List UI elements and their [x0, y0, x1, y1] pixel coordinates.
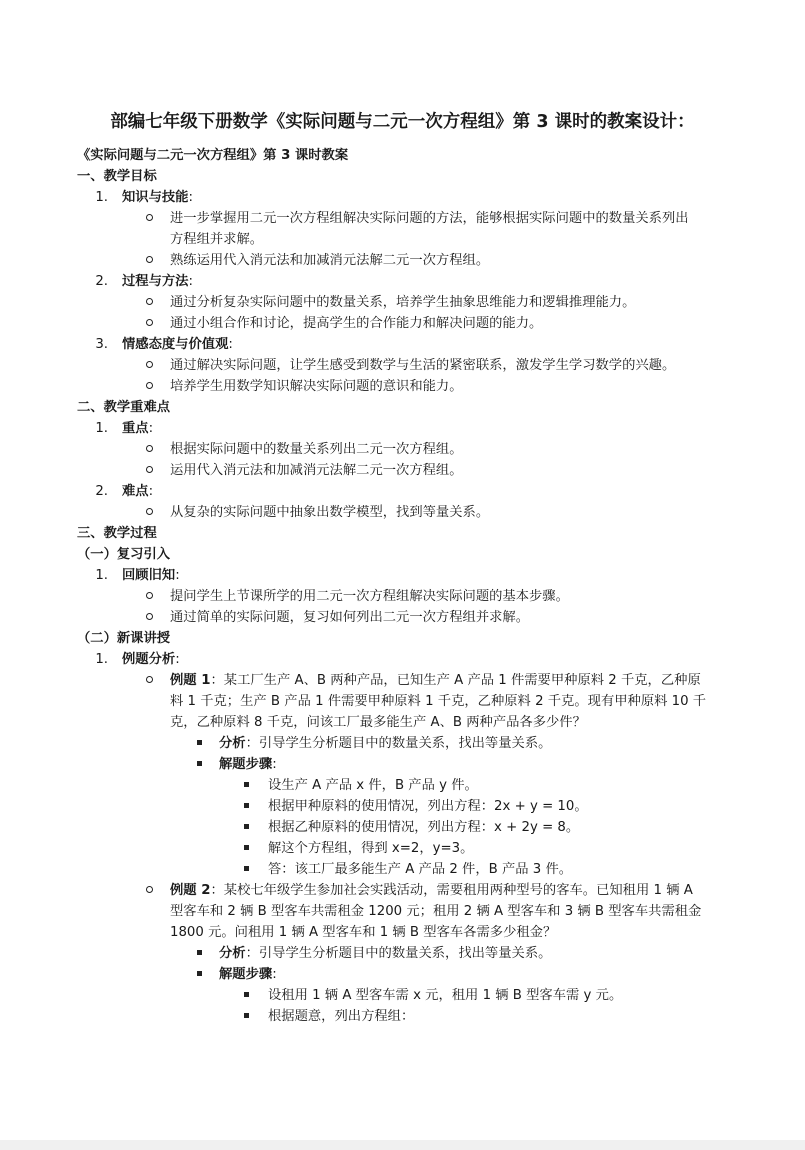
circle-bullet-icon — [146, 466, 153, 473]
list-item: 通过解决实际问题，让学生感受到数学与生活的紧密联系，激发学生学习数学的兴趣。 — [170, 358, 676, 373]
step-item: 设租用 1 辆 A 型客车需 x 元，租用 1 辆 B 型客车需 y 元。 — [268, 988, 623, 1003]
example-2-text-continued: 1800 元。问租用 1 辆 A 型客车和 1 辆 B 型客车各需多少租金？ — [170, 925, 557, 940]
list-number: 1. — [95, 652, 108, 667]
circle-bullet-icon — [146, 298, 153, 305]
example-2-text-continued: 型客车和 2 辆 B 型客车共需租金 1200 元；租用 2 辆 A 型客车和 3 辆 B 型客车共需租金 — [170, 904, 702, 919]
list-number: 1. — [95, 190, 108, 205]
example-2-text: 例题 2：某校七年级学生参加社会实践活动，需要租用两种型号的客车。已知租用 1 辆 A — [170, 883, 693, 898]
circle-bullet-icon — [146, 676, 153, 683]
list-number: 1. — [95, 568, 108, 583]
circle-bullet-icon — [146, 613, 153, 620]
example-1-text-continued: 克，乙种原料 8 千克，问该工厂最多能生产 A、B 两种产品各多少件？ — [170, 715, 586, 730]
list-item: 熟练运用代入消元法和加减消元法解二元一次方程组。 — [170, 253, 490, 268]
step-item: 根据甲种原料的使用情况，列出方程：2x + y = 10。 — [268, 799, 588, 814]
subheading-key: 重点: — [122, 421, 154, 436]
circle-bullet-icon — [146, 592, 153, 599]
example-1-text: 例题 1：某工厂生产 A、B 两种产品，已知生产 A 产品 1 件需要甲种原料 2 千克，乙种原 — [170, 673, 701, 688]
subheading-review: 回顾旧知: — [122, 568, 180, 583]
subheading-attitude: 情感态度与价值观: — [122, 337, 233, 352]
step-item: 根据题意，列出方程组： — [268, 1009, 415, 1024]
subheading-knowledge: 知识与技能: — [122, 190, 193, 205]
example-2-steps-heading: 解题步骤: — [219, 967, 277, 982]
list-number: 1. — [95, 421, 108, 436]
section-heading-process: 三、教学过程 — [77, 526, 157, 541]
section-heading-objectives: 一、教学目标 — [77, 169, 157, 184]
step-item: 答：该工厂最多能生产 A 产品 2 件，B 产品 3 件。 — [268, 862, 573, 877]
subheading-examples: 例题分析: — [122, 652, 180, 667]
list-item: 从复杂的实际问题中抽象出数学模型，找到等量关系。 — [170, 505, 490, 520]
section-heading-key-points: 二、教学重难点 — [77, 400, 171, 415]
list-item: 根据实际问题中的数量关系列出二元一次方程组。 — [170, 442, 463, 457]
example-1-text-continued: 料 1 千克；生产 B 产品 1 件需要甲种原料 1 千克，乙种原料 2 千克。现有甲种原料 10 千 — [170, 694, 707, 709]
list-item: 提问学生上节课所学的用二元一次方程组解决实际问题的基本步骤。 — [170, 589, 569, 604]
square-bullet-icon — [244, 782, 249, 787]
circle-bullet-icon — [146, 361, 153, 368]
lesson-subtitle: 《实际问题与二元一次方程组》第 3 课时教案 — [77, 148, 349, 163]
circle-bullet-icon — [146, 214, 153, 221]
square-bullet-icon — [244, 845, 249, 850]
list-number: 2. — [95, 484, 108, 499]
square-bullet-icon — [244, 866, 249, 871]
subsection-heading-review: （一）复习引入 — [77, 547, 171, 562]
document-title: 部编七年级下册数学《实际问题与二元一次方程组》第 3 课时的教案设计： — [110, 112, 695, 132]
subheading-difficulty: 难点: — [122, 484, 154, 499]
list-item-continued: 方程组并求解。 — [170, 232, 264, 247]
list-number: 3. — [95, 337, 108, 352]
square-bullet-icon — [244, 824, 249, 829]
square-bullet-icon — [197, 740, 202, 745]
circle-bullet-icon — [146, 382, 153, 389]
subheading-process: 过程与方法: — [122, 274, 193, 289]
square-bullet-icon — [244, 803, 249, 808]
list-item: 通过分析复杂实际问题中的数量关系，培养学生抽象思维能力和逻辑推理能力。 — [170, 295, 636, 310]
step-item: 设生产 A 产品 x 件，B 产品 y 件。 — [268, 778, 478, 793]
circle-bullet-icon — [146, 508, 153, 515]
example-1-steps-heading: 解题步骤: — [219, 757, 277, 772]
circle-bullet-icon — [146, 445, 153, 452]
step-item: 根据乙种原料的使用情况，列出方程：x + 2y = 8。 — [268, 820, 580, 835]
list-item: 通过小组合作和讨论，提高学生的合作能力和解决问题的能力。 — [170, 316, 543, 331]
example-2-analysis: 分析：引导学生分析题目中的数量关系，找出等量关系。 — [219, 946, 552, 961]
square-bullet-icon — [197, 950, 202, 955]
square-bullet-icon — [197, 971, 202, 976]
list-item: 培养学生用数学知识解决实际问题的意识和能力。 — [170, 379, 463, 394]
square-bullet-icon — [244, 992, 249, 997]
square-bullet-icon — [197, 761, 202, 766]
circle-bullet-icon — [146, 886, 153, 893]
circle-bullet-icon — [146, 256, 153, 263]
list-item: 通过简单的实际问题，复习如何列出二元一次方程组并求解。 — [170, 610, 530, 625]
step-item: 解这个方程组，得到 x=2，y=3。 — [268, 841, 474, 856]
circle-bullet-icon — [146, 319, 153, 326]
list-item: 进一步掌握用二元一次方程组解决实际问题的方法，能够根据实际问题中的数量关系列出 — [170, 211, 689, 226]
list-item: 运用代入消元法和加减消元法解二元一次方程组。 — [170, 463, 463, 478]
subsection-heading-new-lesson: （二）新课讲授 — [77, 631, 171, 646]
square-bullet-icon — [244, 1013, 249, 1018]
example-1-analysis: 分析：引导学生分析题目中的数量关系，找出等量关系。 — [219, 736, 552, 751]
list-number: 2. — [95, 274, 108, 289]
